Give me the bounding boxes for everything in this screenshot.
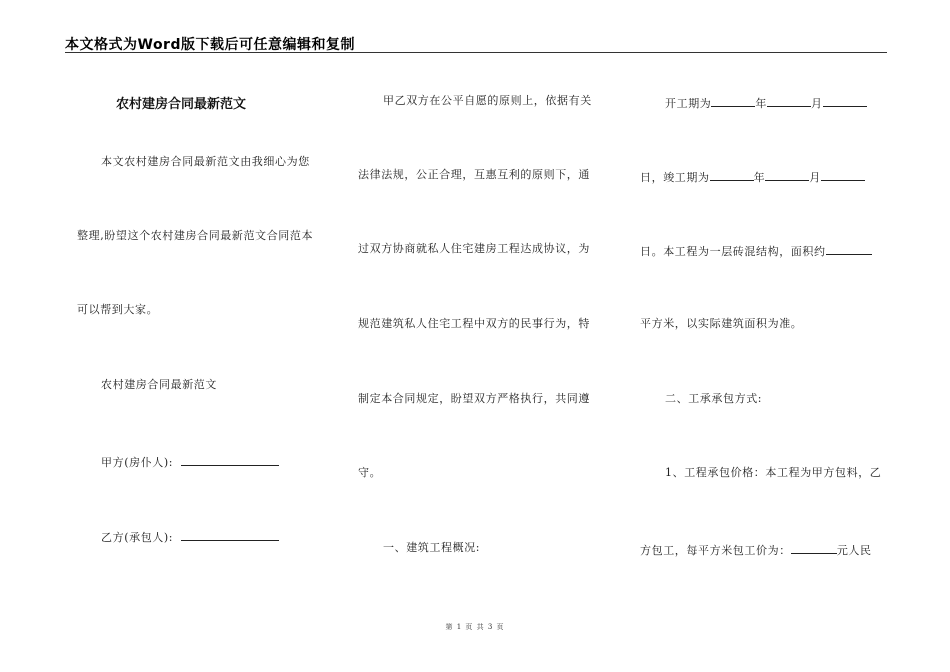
- party-b-label: 乙方(承包人):: [101, 531, 174, 544]
- structure-label: 日。本工程为一层砖混结构，面积约: [640, 245, 826, 258]
- start-day-blank: [823, 94, 867, 107]
- end-month-blank: [765, 168, 809, 181]
- end-date-label: 日，竣工期为: [640, 171, 710, 184]
- start-date-label: 开工期为: [665, 97, 712, 110]
- col2-line-5: 制定本合同规定，盼望双方严格执行，共同遵: [358, 392, 590, 405]
- price-clause: 1、工程承包价格：本工程为甲方包料，乙: [665, 466, 882, 479]
- document-header: 本文格式为Word版下载后可任意编辑和复制: [65, 37, 355, 53]
- party-b-line: [101, 528, 279, 545]
- start-month-blank: [767, 94, 811, 107]
- col1-line-2: 整理,盼望这个农村建房合同最新范文合同范本: [77, 229, 314, 242]
- party-a-label: 甲方(房仆人):: [101, 456, 174, 469]
- col1-line-1: 本文农村建房合同最新范文由我细心为您: [101, 155, 310, 168]
- area-line: [640, 242, 872, 259]
- party-b-blank: [181, 528, 279, 541]
- col2-line-4: 规范建筑私人住宅工程中双方的民事行为，特: [358, 317, 590, 330]
- document-title: 农村建房合同最新范文: [116, 97, 247, 112]
- month-label: 月: [811, 97, 823, 110]
- month-label: 月: [809, 171, 821, 184]
- start-date-line: [665, 94, 867, 111]
- year-label: 年: [753, 171, 766, 184]
- col1-line-3: 可以帮到大家。: [77, 303, 159, 316]
- col2-line-3: 过双方协商就私人住宅建房工程达成协议，为: [358, 242, 590, 255]
- col1-line-4: 农村建房合同最新范文: [101, 378, 217, 391]
- end-date-line: [640, 168, 865, 185]
- col2-line-2: 法律法规，公正合理，互惠互利的原则下，通: [358, 168, 590, 181]
- currency-label: 元人民: [836, 544, 872, 557]
- section-2-heading: 二、工承承包方式:: [665, 392, 763, 405]
- area-blank: [826, 242, 872, 255]
- start-year-blank: [711, 94, 755, 107]
- col2-line-6: 守。: [358, 466, 382, 479]
- page-number: 第 1 页 共 3 页: [445, 623, 505, 631]
- unit-price-label: 方包工，每平方米包工价为：: [640, 544, 791, 557]
- header-divider: [65, 52, 887, 53]
- section-1-heading: 一、建筑工程概况:: [383, 541, 481, 554]
- party-a-line: [101, 453, 279, 470]
- party-a-blank: [181, 453, 279, 466]
- area-note: 平方米，以实际建筑面积为准。: [640, 317, 803, 330]
- col2-line-1: 甲乙双方在公平自愿的原则上，依据有关: [383, 94, 592, 107]
- unit-price-blank: [791, 541, 837, 554]
- year-label: 年: [755, 97, 768, 110]
- unit-price-line: [640, 541, 872, 558]
- end-day-blank: [821, 168, 865, 181]
- end-year-blank: [710, 168, 754, 181]
